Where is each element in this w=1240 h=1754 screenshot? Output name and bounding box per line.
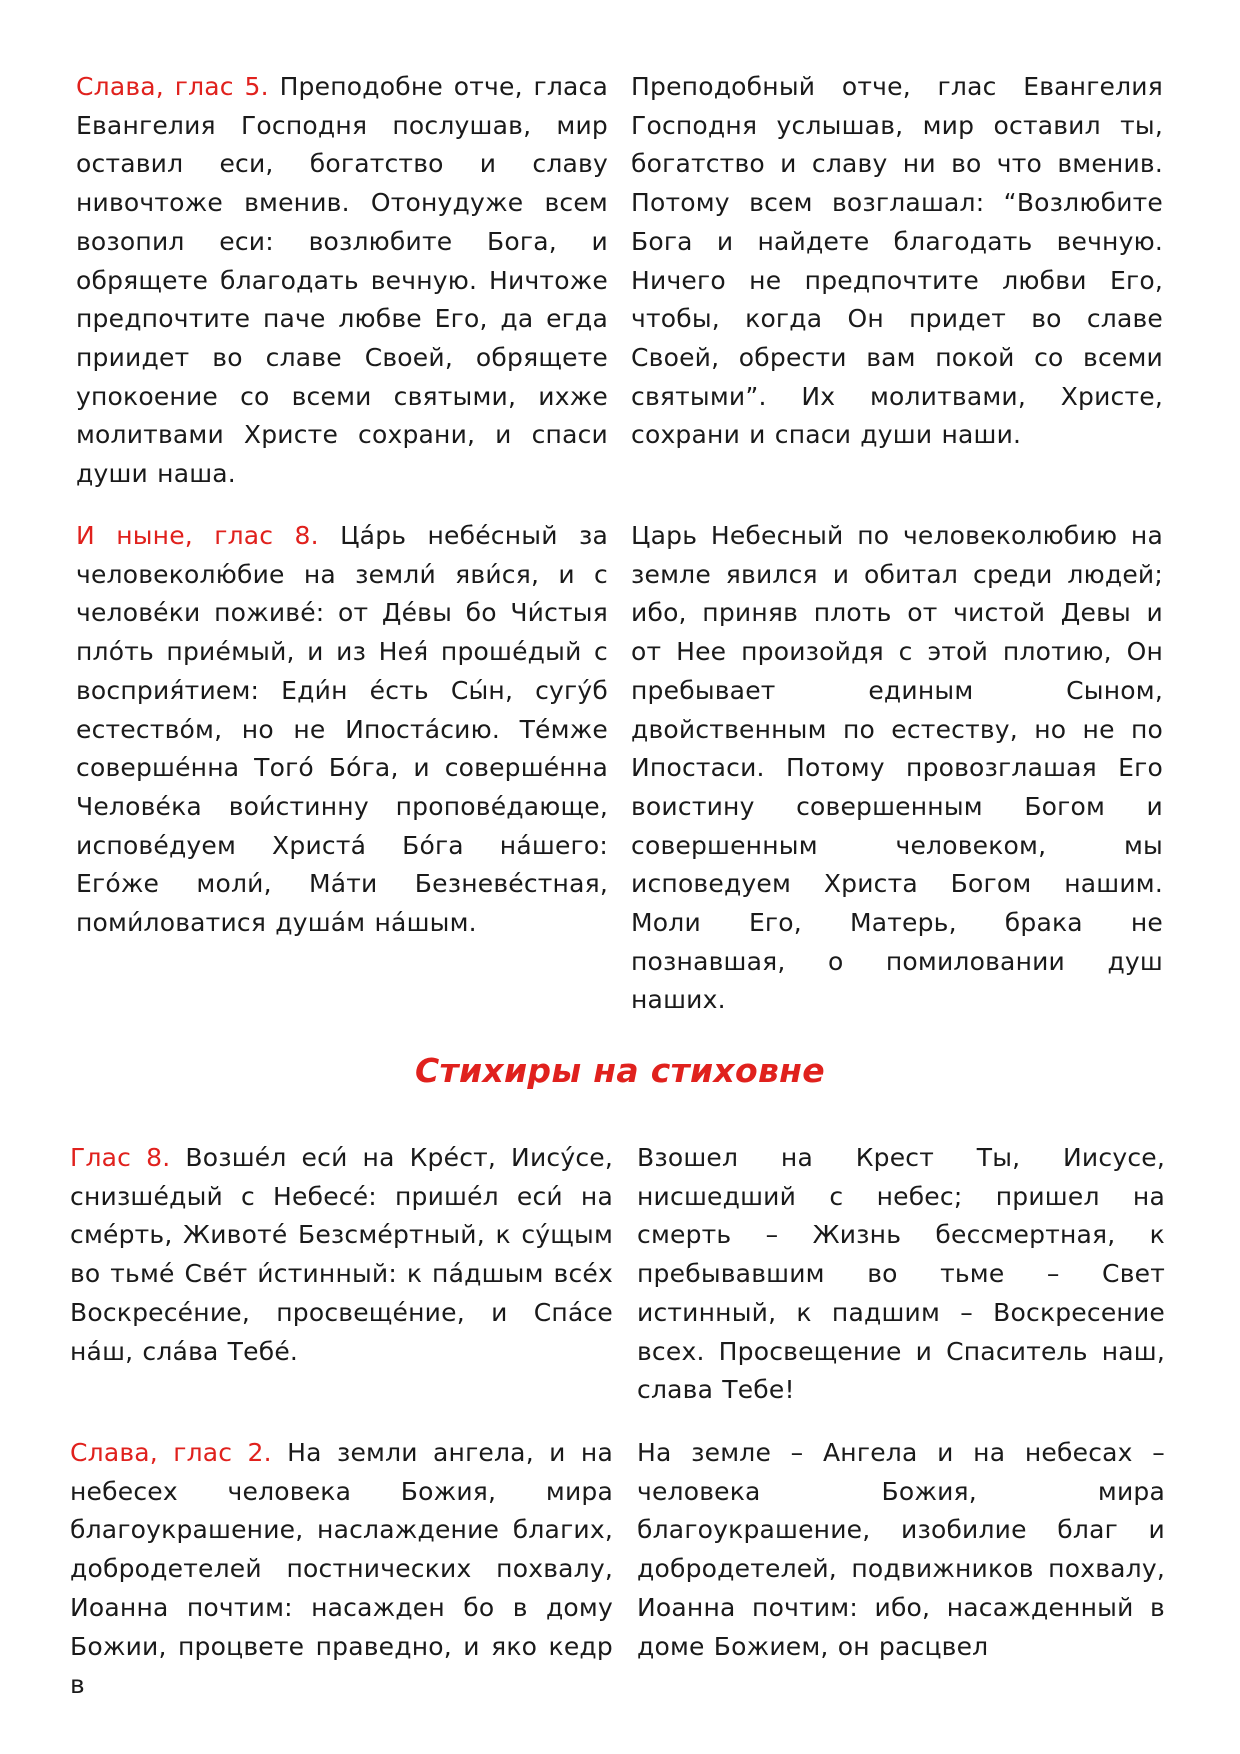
slavonic-text-block	[70, 1139, 613, 1371]
tone-label: Слава, глас 5.	[76, 72, 269, 101]
tone-label: Глас 8.	[70, 1143, 171, 1172]
russian-text-block	[631, 517, 1163, 1020]
slavonic-text-block	[76, 517, 608, 943]
slavonic-text: Возше́л еси́ на Кре́ст, Иису́се, снизше́дый с Небесе́: прише́л еси́ на сме́рть, Животе́ Безсме́ртный, к су́щым во тьме́ Све́т и́стинный: к па́дшым все́х Воскресе́ние, просвеще́ние, и Спа́се на́ш, сла́ва Тебе́.	[70, 1143, 614, 1366]
slavonic-text: Ца́рь небе́сный за человеколю́бие на земли́ яви́ся, и с челове́ки поживе́: от Де́вы бо Чи́стыя пло́ть прие́мый, и из Нея́ проше́дый с восприя́тием: Еди́н е́сть Сы́н, сугу́б естество́м, но не Ипоста́сию. Те́мже соверше́нна Того́ Бо́га, и соверше́нна Челове́ка вои́стинну пропове́дающе, испове́дуем Христа́ Бо́га на́шего: Его́же моли́, Ма́ти Безневе́стная, поми́ловатися душа́м на́шым.	[76, 521, 608, 938]
slavonic-text-block	[76, 68, 608, 494]
russian-text-block	[631, 68, 1163, 455]
slavonic-text-block	[70, 1434, 613, 1705]
section-heading: Стихиры на стиховне	[415, 1051, 825, 1090]
russian-text: Взошел на Крест Ты, Иисусе, нисшедший с небес; пришел на смерть – Жизнь бессмертная, к пребывавшим во тьме – Свет истинный, к падшим – Воскресение всех. Просвещение и Спаситель наш, слава Тебе!	[637, 1143, 1165, 1405]
tone-label: И ныне, глас 8.	[76, 521, 319, 550]
russian-text-block	[637, 1139, 1165, 1410]
slavonic-text: Преподобне отче, гласа Евангелия Господня послушав, мир оставил еси, богатство и славу нивочтоже вменив. Отонудуже всем возопил еси: возлюбите Бога, и обрящете благодать вечную. Ничтоже предпочтите паче любве Его, да егда приидет во славе Своей, обрящете упокоение со всеми святыми, ихже молитвами Христе сохрани, и спаси души наша.	[76, 72, 608, 489]
slavonic-text: На земли ангела, и на небесех человека Божия, мира благоукрашение, наслаждение благих, добродетелей постнических похвалу, Иоанна почтим: насажден бо в дому Божии, процвете праведно, и яко кедр в	[70, 1438, 613, 1700]
russian-text: На земле – Ангела и на небесах – человека Божия, мира благоукрашение, изобилие благ и добродетелей, подвижников похвалу, Иоанна почтим: ибо, насажденный в доме Божием, он расцвел	[637, 1438, 1165, 1661]
russian-text: Преподобный отче, глас Евангелия Господня услышав, мир оставил ты, богатство и славу ни во что вменив. Потому всем возглашал: “Возлюбите Бога и найдете благодать вечную. Ничего не предпочтите любви Его, чтобы, когда Он придет во славе Своей, обрести вам покой со всеми святыми”. Их молитвами, Христе, сохрани и спаси души наши.	[631, 72, 1163, 450]
russian-text-block	[637, 1434, 1165, 1666]
tone-label: Слава, глас 2.	[70, 1438, 272, 1467]
russian-text: Царь Небесный по человеколюбию на земле явился и обитал среди людей; ибо, приняв плоть от чистой Девы и от Нее произойдя с этой плотию, Он пребывает единым Сыном, двойственным по естеству, но не по Ипостаси. Потому провозглашая Его воистину совершенным Богом и совершенным человеком, мы исповедуем Христа Богом нашим. Моли Его, Матерь, брака не познавшая, о помиловании душ наших.	[631, 521, 1163, 1015]
